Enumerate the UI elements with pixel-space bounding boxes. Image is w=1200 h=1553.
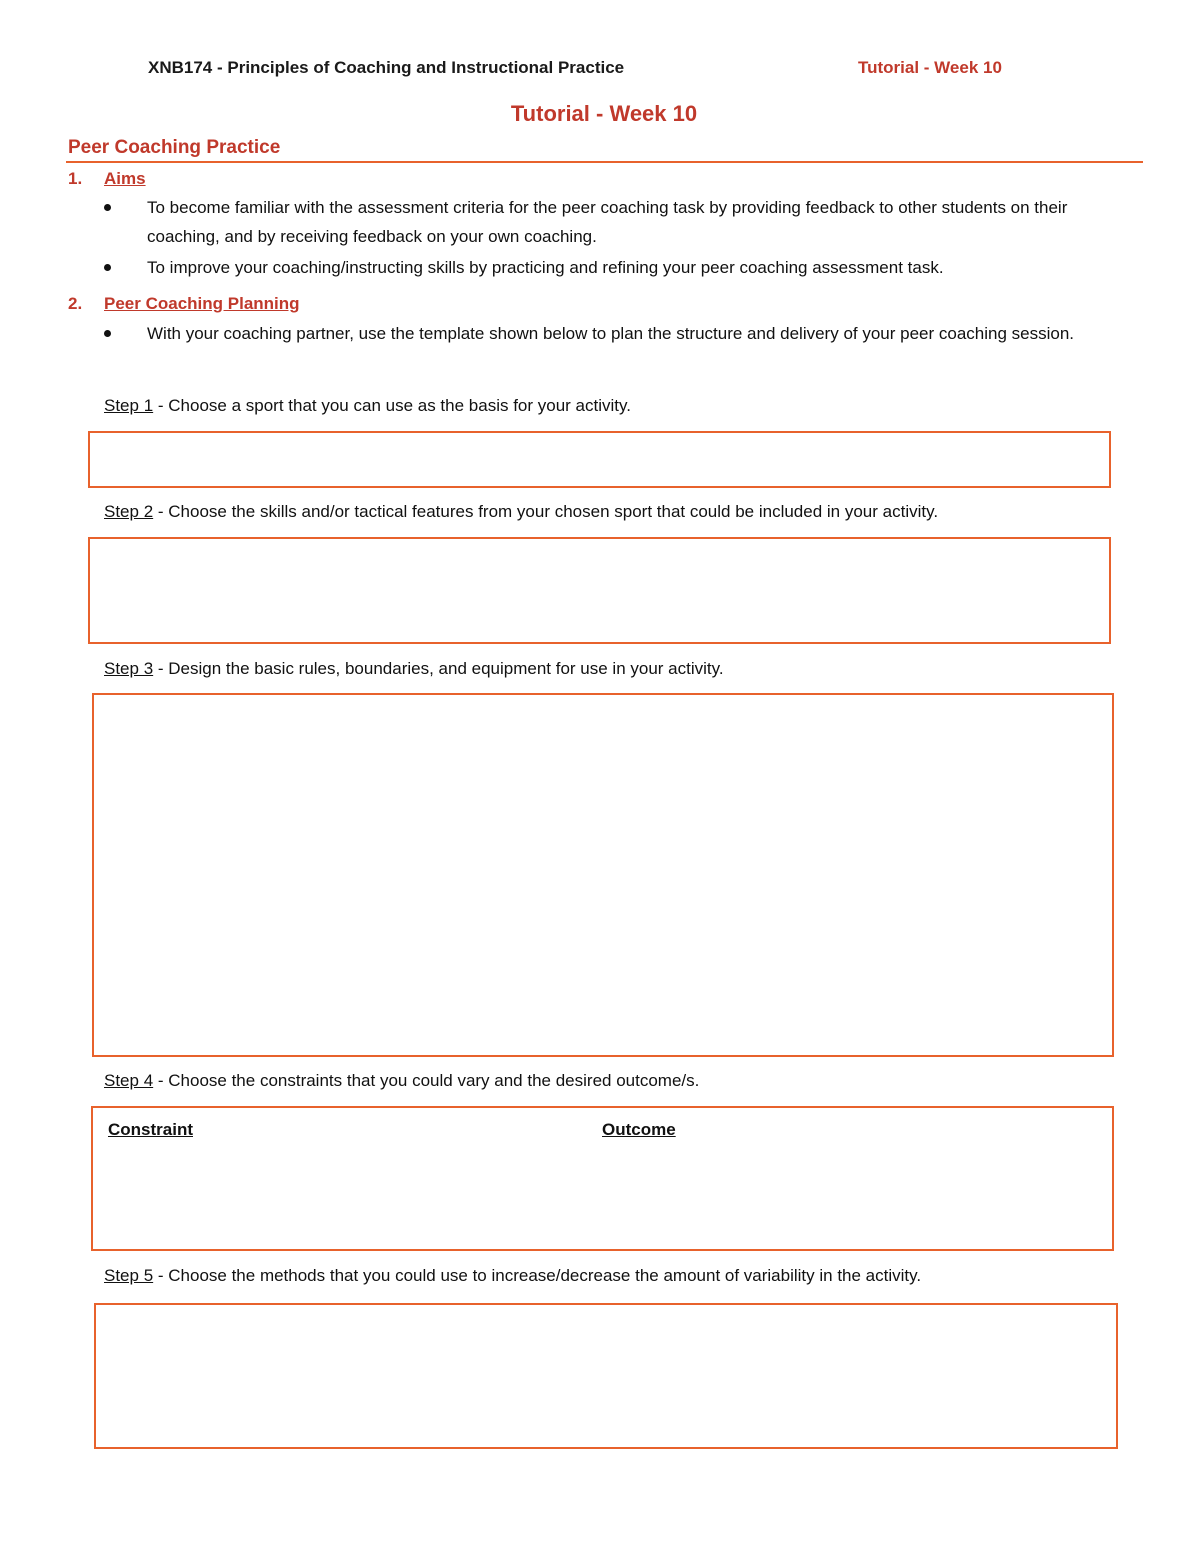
step-3-answer-box[interactable] [92, 693, 1114, 1057]
section-divider [66, 161, 1143, 163]
step-3-text: - Design the basic rules, boundaries, and equipment for use in your activity. [153, 659, 724, 678]
outcome-column-heading: Outcome [602, 1120, 676, 1139]
step-5-instruction [104, 1266, 921, 1286]
step-5-text: - Choose the methods that you could use to increase/decrease the amount of variability in the activity. [153, 1266, 922, 1285]
step-5-answer-box[interactable] [94, 1303, 1118, 1449]
aims-heading: Aims [104, 169, 146, 188]
step-2-answer-box[interactable] [88, 537, 1111, 644]
step-1-label: Step 1 [104, 396, 154, 415]
step-1-instruction [104, 396, 631, 416]
course-header: XNB174 - Principles of Coaching and Instructional Practice [148, 58, 625, 77]
aims-bullet-2: To improve your coaching/instructing skills by practicing and refining your peer coaching assessment task. [147, 258, 944, 277]
constraint-column-heading: Constraint [108, 1120, 193, 1139]
step-2-label: Step 2 [104, 502, 154, 521]
aims-number: 1. [68, 169, 83, 188]
step-1-answer-box[interactable] [88, 431, 1111, 488]
step-5-label: Step 5 [104, 1266, 154, 1285]
planning-bullet-1: With your coaching partner, use the template shown below to plan the structure and delivery of your peer coaching session. [147, 324, 1075, 343]
step-2-instruction [104, 502, 938, 522]
planning-number: 2. [68, 294, 83, 313]
step-4-instruction [104, 1071, 699, 1091]
step-2-text: - Choose the skills and/or tactical features from your chosen sport that could be included in your activity. [153, 502, 939, 521]
tutorial-header: Tutorial - Week 10 [858, 58, 1002, 77]
step-4-label: Step 4 [104, 1071, 154, 1090]
page-title: Tutorial - Week 10 [510, 101, 698, 126]
aims-bullet-1: To become familiar with the assessment criteria for the peer coaching task by providing feedback to other students on their coaching, and by receiving feedback on your own coaching. [147, 198, 1068, 246]
step-1-text: - Choose a sport that you can use as the basis for your activity. [153, 396, 631, 415]
section-title: Peer Coaching Practice [68, 137, 281, 158]
bullet-icon [104, 264, 111, 271]
step-3-instruction [104, 659, 724, 679]
planning-heading: Peer Coaching Planning [104, 294, 300, 313]
bullet-icon [104, 204, 111, 211]
step-4-answer-box[interactable] [91, 1106, 1114, 1251]
step-4-text: - Choose the constraints that you could vary and the desired outcome/s. [153, 1071, 700, 1090]
step-3-label: Step 3 [104, 659, 154, 678]
bullet-icon [104, 330, 111, 337]
